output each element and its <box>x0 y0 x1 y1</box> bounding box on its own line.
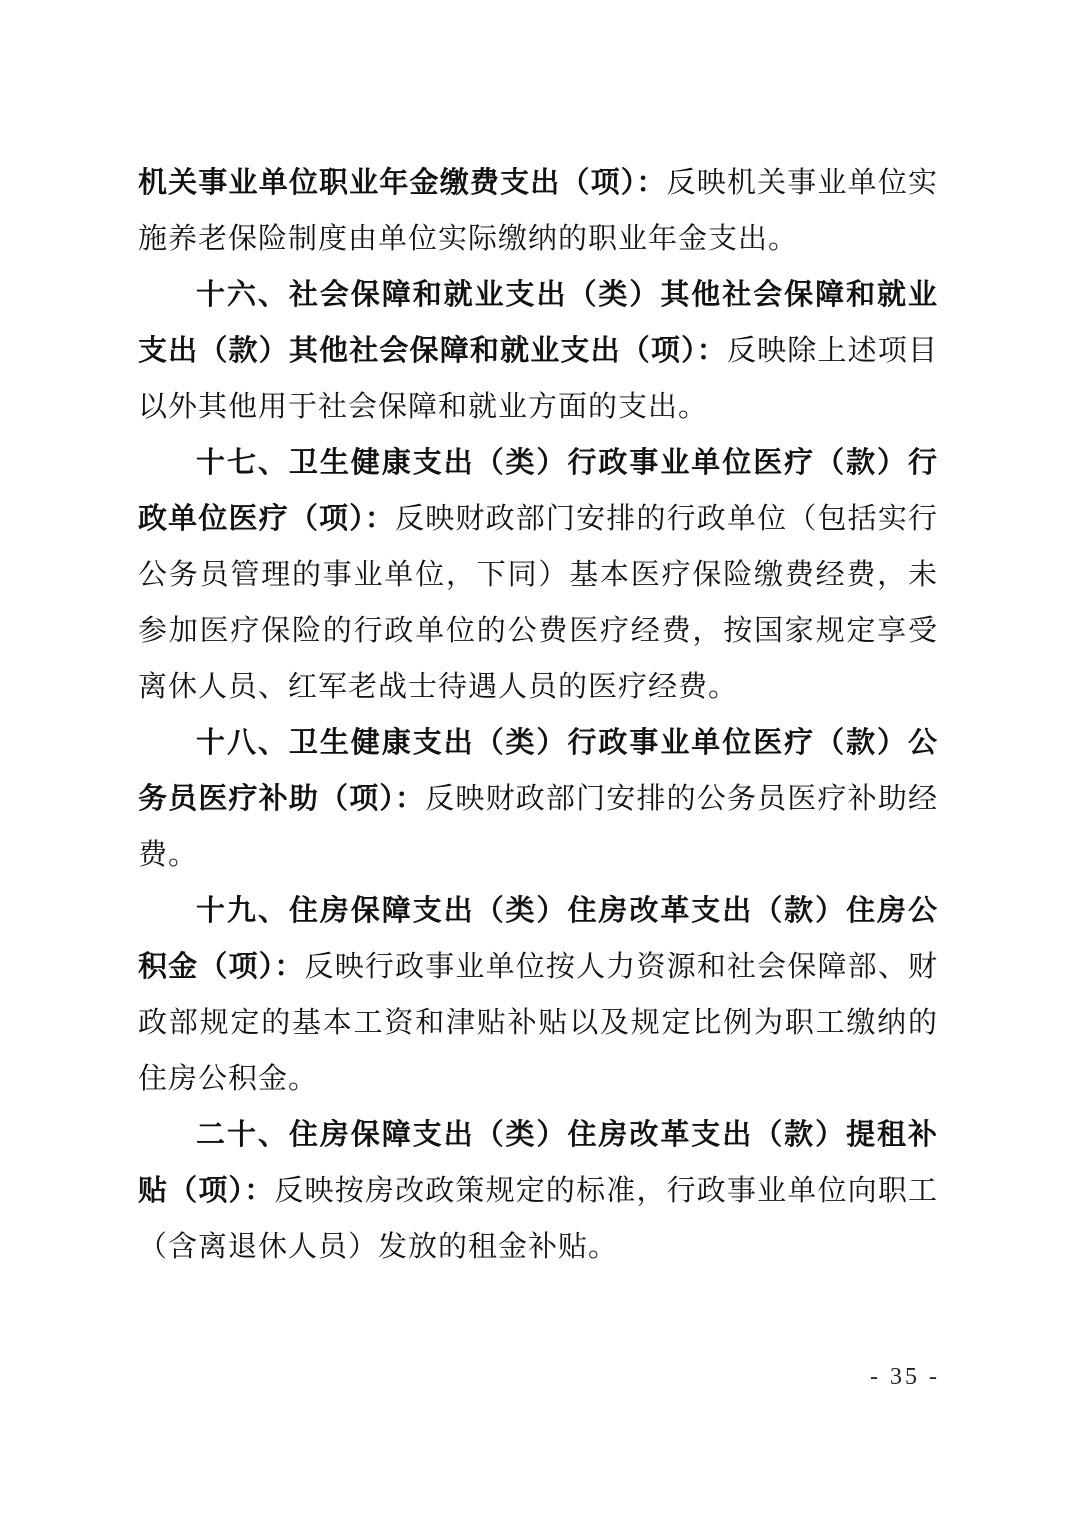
paragraph-heading: 十七、卫生健康支出（类）行政事业单位医疗（款）行政单位医疗（项）： <box>138 445 938 535</box>
paragraph-pension-annuity <box>138 154 938 266</box>
paragraph-item-19 <box>138 882 938 1106</box>
page-number: - 35 - <box>870 1364 940 1390</box>
paragraph-heading: 十六、社会保障和就业支出（类）其他社会保障和就业支出（款）其他社会保障和就业支出（项）： <box>138 277 938 367</box>
paragraph-heading: 十八、卫生健康支出（类）行政事业单位医疗（款）公务员医疗补助（项）： <box>138 725 938 815</box>
paragraph-text: 反映机关事业单位实施养老保险制度由单位实际缴纳的职业年金支出。 <box>138 165 938 255</box>
paragraph-text: 反映财政部门安排的公务员医疗补助经费。 <box>138 781 938 871</box>
paragraph-heading: 十九、住房保障支出（类）住房改革支出（款）住房公积金（项）： <box>138 893 938 983</box>
paragraph-item-16 <box>138 266 938 434</box>
paragraph-text: 反映行政事业单位按人力资源和社会保障部、财政部规定的基本工资和津贴补贴以及规定比例为职工缴纳的住房公积金。 <box>138 949 938 1095</box>
paragraph-heading: 二十、住房保障支出（类）住房改革支出（款）提租补贴（项）： <box>138 1117 938 1207</box>
paragraph-item-17 <box>138 434 938 714</box>
paragraph-heading: 机关事业单位职业年金缴费支出（项）： <box>138 165 667 199</box>
paragraph-item-18 <box>138 714 938 882</box>
document-body <box>138 154 938 1274</box>
paragraph-item-20 <box>138 1106 938 1274</box>
paragraph-text: 反映除上述项目以外其他用于社会保障和就业方面的支出。 <box>138 333 938 423</box>
paragraph-text: 反映按房改政策规定的标准，行政事业单位向职工（含离退休人员）发放的租金补贴。 <box>138 1173 938 1263</box>
paragraph-text: 反映财政部门安排的行政单位（包括实行公务员管理的事业单位，下同）基本医疗保险缴费经费，未参加医疗保险的行政单位的公费医疗经费，按国家规定享受离休人员、红军老战士待遇人员的医疗经费。 <box>138 501 938 703</box>
